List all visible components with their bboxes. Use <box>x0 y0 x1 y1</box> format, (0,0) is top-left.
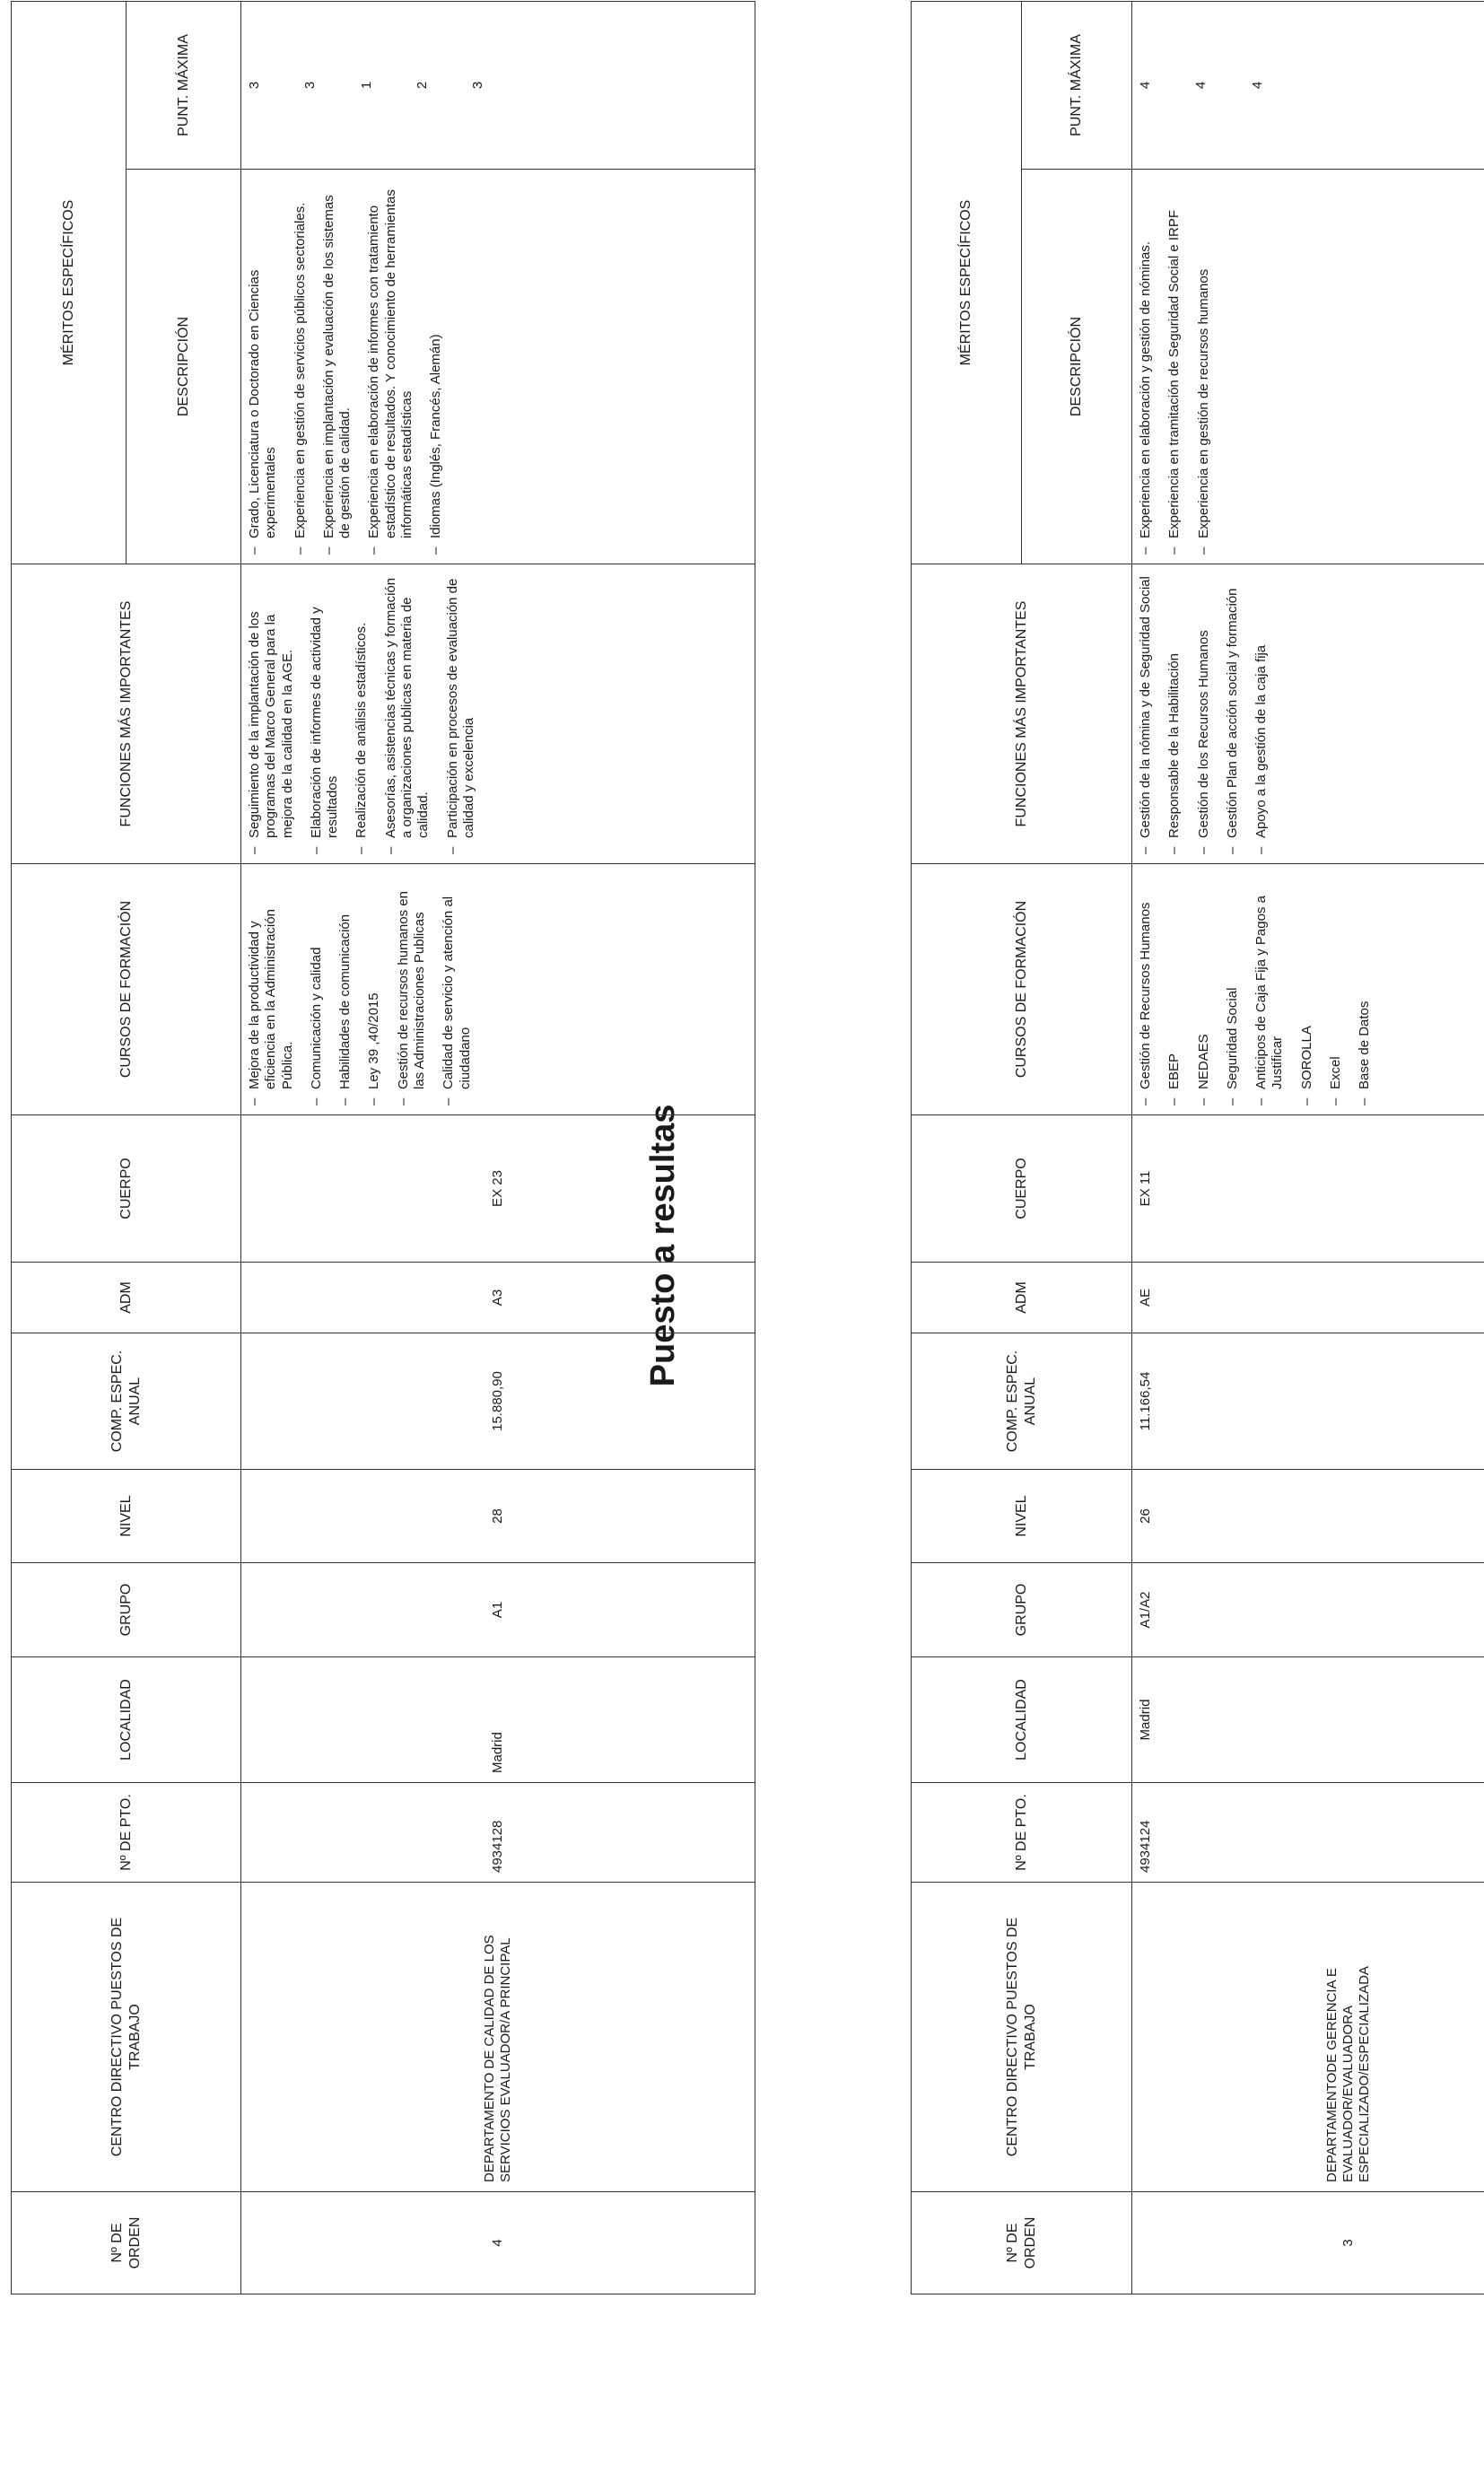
list-item: – Experiencia en gestión de servicios públicos sectoriales. <box>292 179 309 555</box>
localidad-cell: Madrid <box>1132 1657 1484 1783</box>
funciones-list <box>247 573 477 854</box>
table-row <box>241 2 755 2294</box>
list-item: – NEDAES <box>1196 873 1212 1106</box>
funciones-list <box>1138 573 1270 854</box>
list-item: – EBEP <box>1166 873 1183 1106</box>
cursos-cell <box>1132 864 1484 1115</box>
list-item: – Gestión de la nómina y de Seguridad Social <box>1138 573 1154 854</box>
table-header-row <box>12 2 127 2294</box>
centro-cell: DEPARTAMENTO DE CALIDAD DE LOS SERVICIOS EVALUADOR/A PRINCIPAL <box>241 1883 755 2192</box>
list-item: – Seguridad Social <box>1225 873 1241 1106</box>
header-nivel: NIVEL <box>912 1470 1132 1563</box>
punt-value: 3 <box>302 81 319 90</box>
list-item: – Experiencia en elaboración y gestión de nóminas. <box>1138 179 1154 555</box>
header-cursos: CURSOS DE FORMACIÓN <box>12 864 241 1115</box>
list-item: – Asesorías, asistencias técnicas y formación a organizaciones publicas en materia de calidad. <box>383 573 432 854</box>
cuerpo-cell: EX 23 <box>241 1115 755 1263</box>
list-item: – Idiomas (Inglés, Francés, Alemán) <box>428 179 444 555</box>
punt-value: 4 <box>1193 81 1209 90</box>
adm-cell: A3 <box>241 1263 755 1333</box>
header-descripcion: DESCRIPCIÓN <box>127 170 241 564</box>
list-item: – Calidad de servicio y atención al ciudadano <box>441 873 474 1106</box>
puntos-cell <box>241 2 755 170</box>
pto-cell: 4934128 <box>241 1783 755 1883</box>
header-comp: COMP. ESPEC. ANUAL <box>912 1333 1132 1470</box>
header-adm: ADM <box>912 1263 1132 1333</box>
header-pto: Nº DE PTO. <box>12 1783 241 1883</box>
list-item: – Mejora de la productividad y eficiencia en la Administración Pública. <box>247 873 296 1106</box>
meritos-list <box>1138 179 1212 555</box>
header-funciones: FUNCIONES MÁS IMPORTANTES <box>912 564 1132 864</box>
adm-cell: AE <box>1132 1263 1484 1333</box>
funciones-cell <box>241 564 755 864</box>
list-item: – Comunicación y calidad <box>309 873 325 1106</box>
punt-value: 3 <box>470 81 486 90</box>
list-item: – Base de Datos <box>1357 873 1373 1106</box>
list-item: – Experiencia en implantación y evaluación de los sistemas de gestión de calidad. <box>321 179 354 555</box>
header-punt: PUNT. MÁXIMA <box>1022 2 1132 170</box>
pto-cell: 4934124 <box>1132 1783 1484 1883</box>
centro-cell: DEPARTAMENTODE GERENCIA E EVALUADOR/EVALUADORA ESPECIALIZADO/ESPECIALIZADA <box>1132 1883 1484 2192</box>
cursos-list <box>1138 873 1374 1106</box>
punt-value: 1 <box>358 81 374 90</box>
list-item: – Habilidades de comunicación <box>337 873 354 1106</box>
header-grupo: GRUPO <box>912 1563 1132 1657</box>
funciones-cell <box>1132 564 1484 864</box>
orden-cell: 4 <box>241 2192 755 2294</box>
list-item: – Gestión de Recursos Humanos <box>1138 873 1154 1106</box>
list-item: – Responsable de la Habilitación <box>1166 573 1183 854</box>
list-item: – Realización de análisis estadísticos. <box>354 573 370 854</box>
table-row <box>1132 2 1484 2294</box>
header-punt: PUNT. MÁXIMA <box>127 2 241 170</box>
header-meritos: MÉRITOS ESPECÍFICOS <box>12 2 127 564</box>
list-item: – Grado, Licenciatura o Doctorado en Ciencias experimentales <box>247 179 280 555</box>
meritos-cell <box>1132 170 1484 564</box>
punt-value: 3 <box>247 81 262 90</box>
punt-value: 4 <box>1249 81 1265 90</box>
header-adm: ADM <box>12 1263 241 1333</box>
list-item: – Gestión de los Recursos Humanos <box>1196 573 1212 854</box>
header-centro: CENTRO DIRECTIVO PUESTOS DE TRABAJO <box>12 1883 241 2192</box>
header-descripcion: DESCRIPCIÓN <box>1022 170 1132 564</box>
header-grupo: GRUPO <box>12 1563 241 1657</box>
list-item: – Experiencia en gestión de recursos humanos <box>1196 179 1212 555</box>
header-orden: Nº DE ORDEN <box>12 2192 241 2294</box>
header-meritos: MÉRITOS ESPECÍFICOS <box>912 2 1022 564</box>
header-cursos: CURSOS DE FORMACIÓN <box>912 864 1132 1115</box>
orden-cell: 3 <box>1132 2192 1484 2294</box>
cuerpo-cell: EX 11 <box>1132 1115 1484 1263</box>
cursos-cell <box>241 864 755 1115</box>
list-item: – Experiencia en elaboración de informes con tratamiento estadístico de resultados. Y conocimiento de herramientas informáticas estadísticas <box>366 179 415 555</box>
list-item: – Ley 39 ,40/2015 <box>366 873 382 1106</box>
posts-table-2 <box>11 1 755 2294</box>
header-cuerpo: CUERPO <box>12 1115 241 1263</box>
list-item: – Elaboración de informes de actividad y resultados <box>309 573 342 854</box>
header-cuerpo: CUERPO <box>912 1115 1132 1263</box>
localidad-cell: Madrid <box>241 1657 755 1783</box>
nivel-cell: 26 <box>1132 1470 1484 1563</box>
list-item: – Apoyo a la gestión de la caja fija <box>1253 573 1270 854</box>
punt-value: 2 <box>414 81 430 90</box>
meritos-cell <box>241 170 755 564</box>
list-item: – Experiencia en tramitación de Seguridad Social e IRPF <box>1166 179 1183 555</box>
header-localidad: LOCALIDAD <box>12 1657 241 1783</box>
header-nivel: NIVEL <box>12 1470 241 1563</box>
list-item: – Participación en procesos de evaluación de calidad y excelencia <box>445 573 478 854</box>
page-title: Puesto a resultas <box>644 1104 682 1387</box>
cursos-list <box>247 873 474 1106</box>
grupo-cell: A1 <box>241 1563 755 1657</box>
meritos-list <box>247 179 445 555</box>
comp-cell: 15.880,90 <box>241 1333 755 1470</box>
list-item: – Anticipos de Caja Fija y Pagos a Justificar <box>1253 873 1287 1106</box>
header-comp: COMP. ESPEC. ANUAL <box>12 1333 241 1470</box>
list-item: – Excel <box>1328 873 1344 1106</box>
header-orden: Nº DE ORDEN <box>912 2192 1132 2294</box>
list-item: – SOROLLA <box>1299 873 1315 1106</box>
punt-value: 4 <box>1138 81 1153 90</box>
list-item: – Gestión Plan de acción social y formación <box>1225 573 1241 854</box>
list-item: – Seguimiento de la implantación de los programas del Marco General para la mejora de la calidad en la AGE. <box>247 573 296 854</box>
header-funciones: FUNCIONES MÁS IMPORTANTES <box>12 564 241 864</box>
header-pto: Nº DE PTO. <box>912 1783 1132 1883</box>
list-item: – Gestión de recursos humanos en las Administraciones Publicas <box>396 873 429 1106</box>
posts-table-1 <box>911 1 1484 2294</box>
header-localidad: LOCALIDAD <box>912 1657 1132 1783</box>
header-centro: CENTRO DIRECTIVO PUESTOS DE TRABAJO <box>912 1883 1132 2192</box>
table-header-row <box>912 2 1022 2294</box>
nivel-cell: 28 <box>241 1470 755 1563</box>
comp-cell: 11.166,54 <box>1132 1333 1484 1470</box>
puntos-cell <box>1132 2 1484 170</box>
grupo-cell: A1/A2 <box>1132 1563 1484 1657</box>
